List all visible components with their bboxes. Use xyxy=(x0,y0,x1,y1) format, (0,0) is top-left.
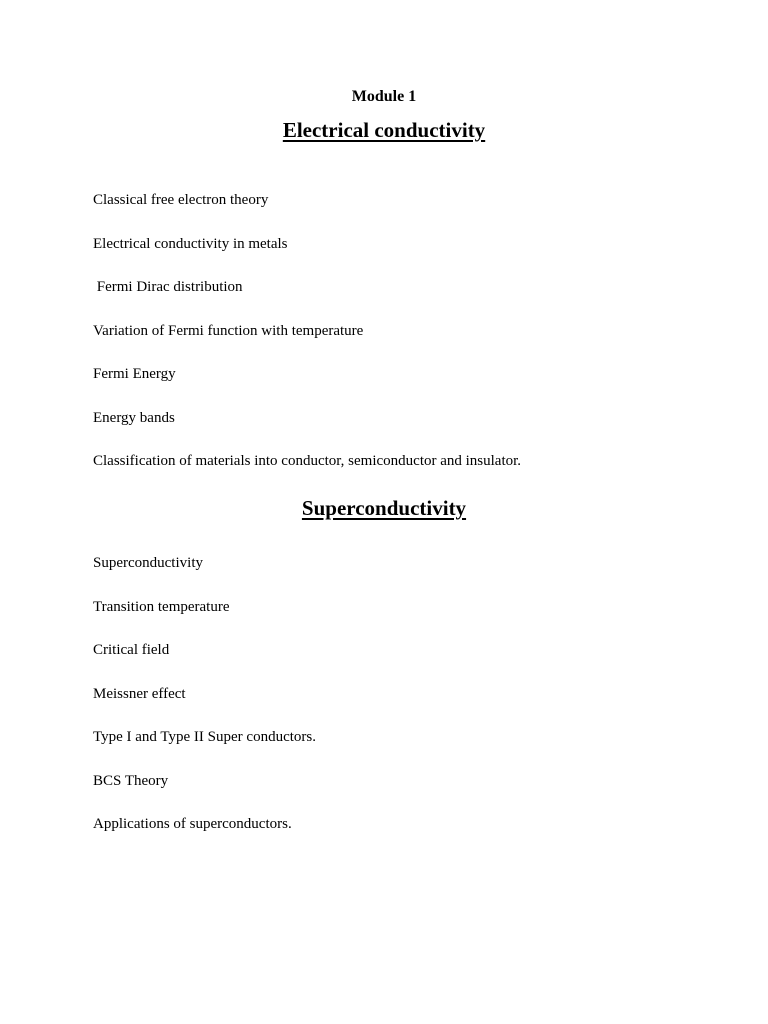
list-item: Meissner effect xyxy=(93,685,186,702)
list-item: Transition temperature xyxy=(93,598,230,615)
list-item: Fermi Dirac distribution xyxy=(93,279,243,295)
list-item: Variation of Fermi function with temperature xyxy=(93,322,364,339)
topic-list-electrical-conductivity xyxy=(93,191,713,496)
list-item: Fermi Energy xyxy=(93,366,176,382)
list-item: Classical free electron theory xyxy=(93,192,269,208)
list-item: Classification of materials into conductor, semiconductor and insulator. xyxy=(93,453,522,469)
section-title-text: Superconductivity xyxy=(301,496,467,520)
list-item: Electrical conductivity in metals xyxy=(93,235,288,252)
list-item: BCS Theory xyxy=(93,772,169,789)
list-item: Type I and Type II Super conductors. xyxy=(93,729,316,745)
module-label: Module 1 xyxy=(351,88,417,105)
list-item: Energy bands xyxy=(93,409,175,426)
topic-list-superconductivity xyxy=(93,554,713,859)
list-item: Superconductivity xyxy=(93,555,203,571)
section-title-text: Electrical conductivity xyxy=(282,118,486,142)
section-title-electrical-conductivity xyxy=(0,117,768,143)
section-title-superconductivity xyxy=(0,495,768,521)
list-item: Applications of superconductors. xyxy=(93,816,292,832)
list-item: Critical field xyxy=(93,642,170,658)
